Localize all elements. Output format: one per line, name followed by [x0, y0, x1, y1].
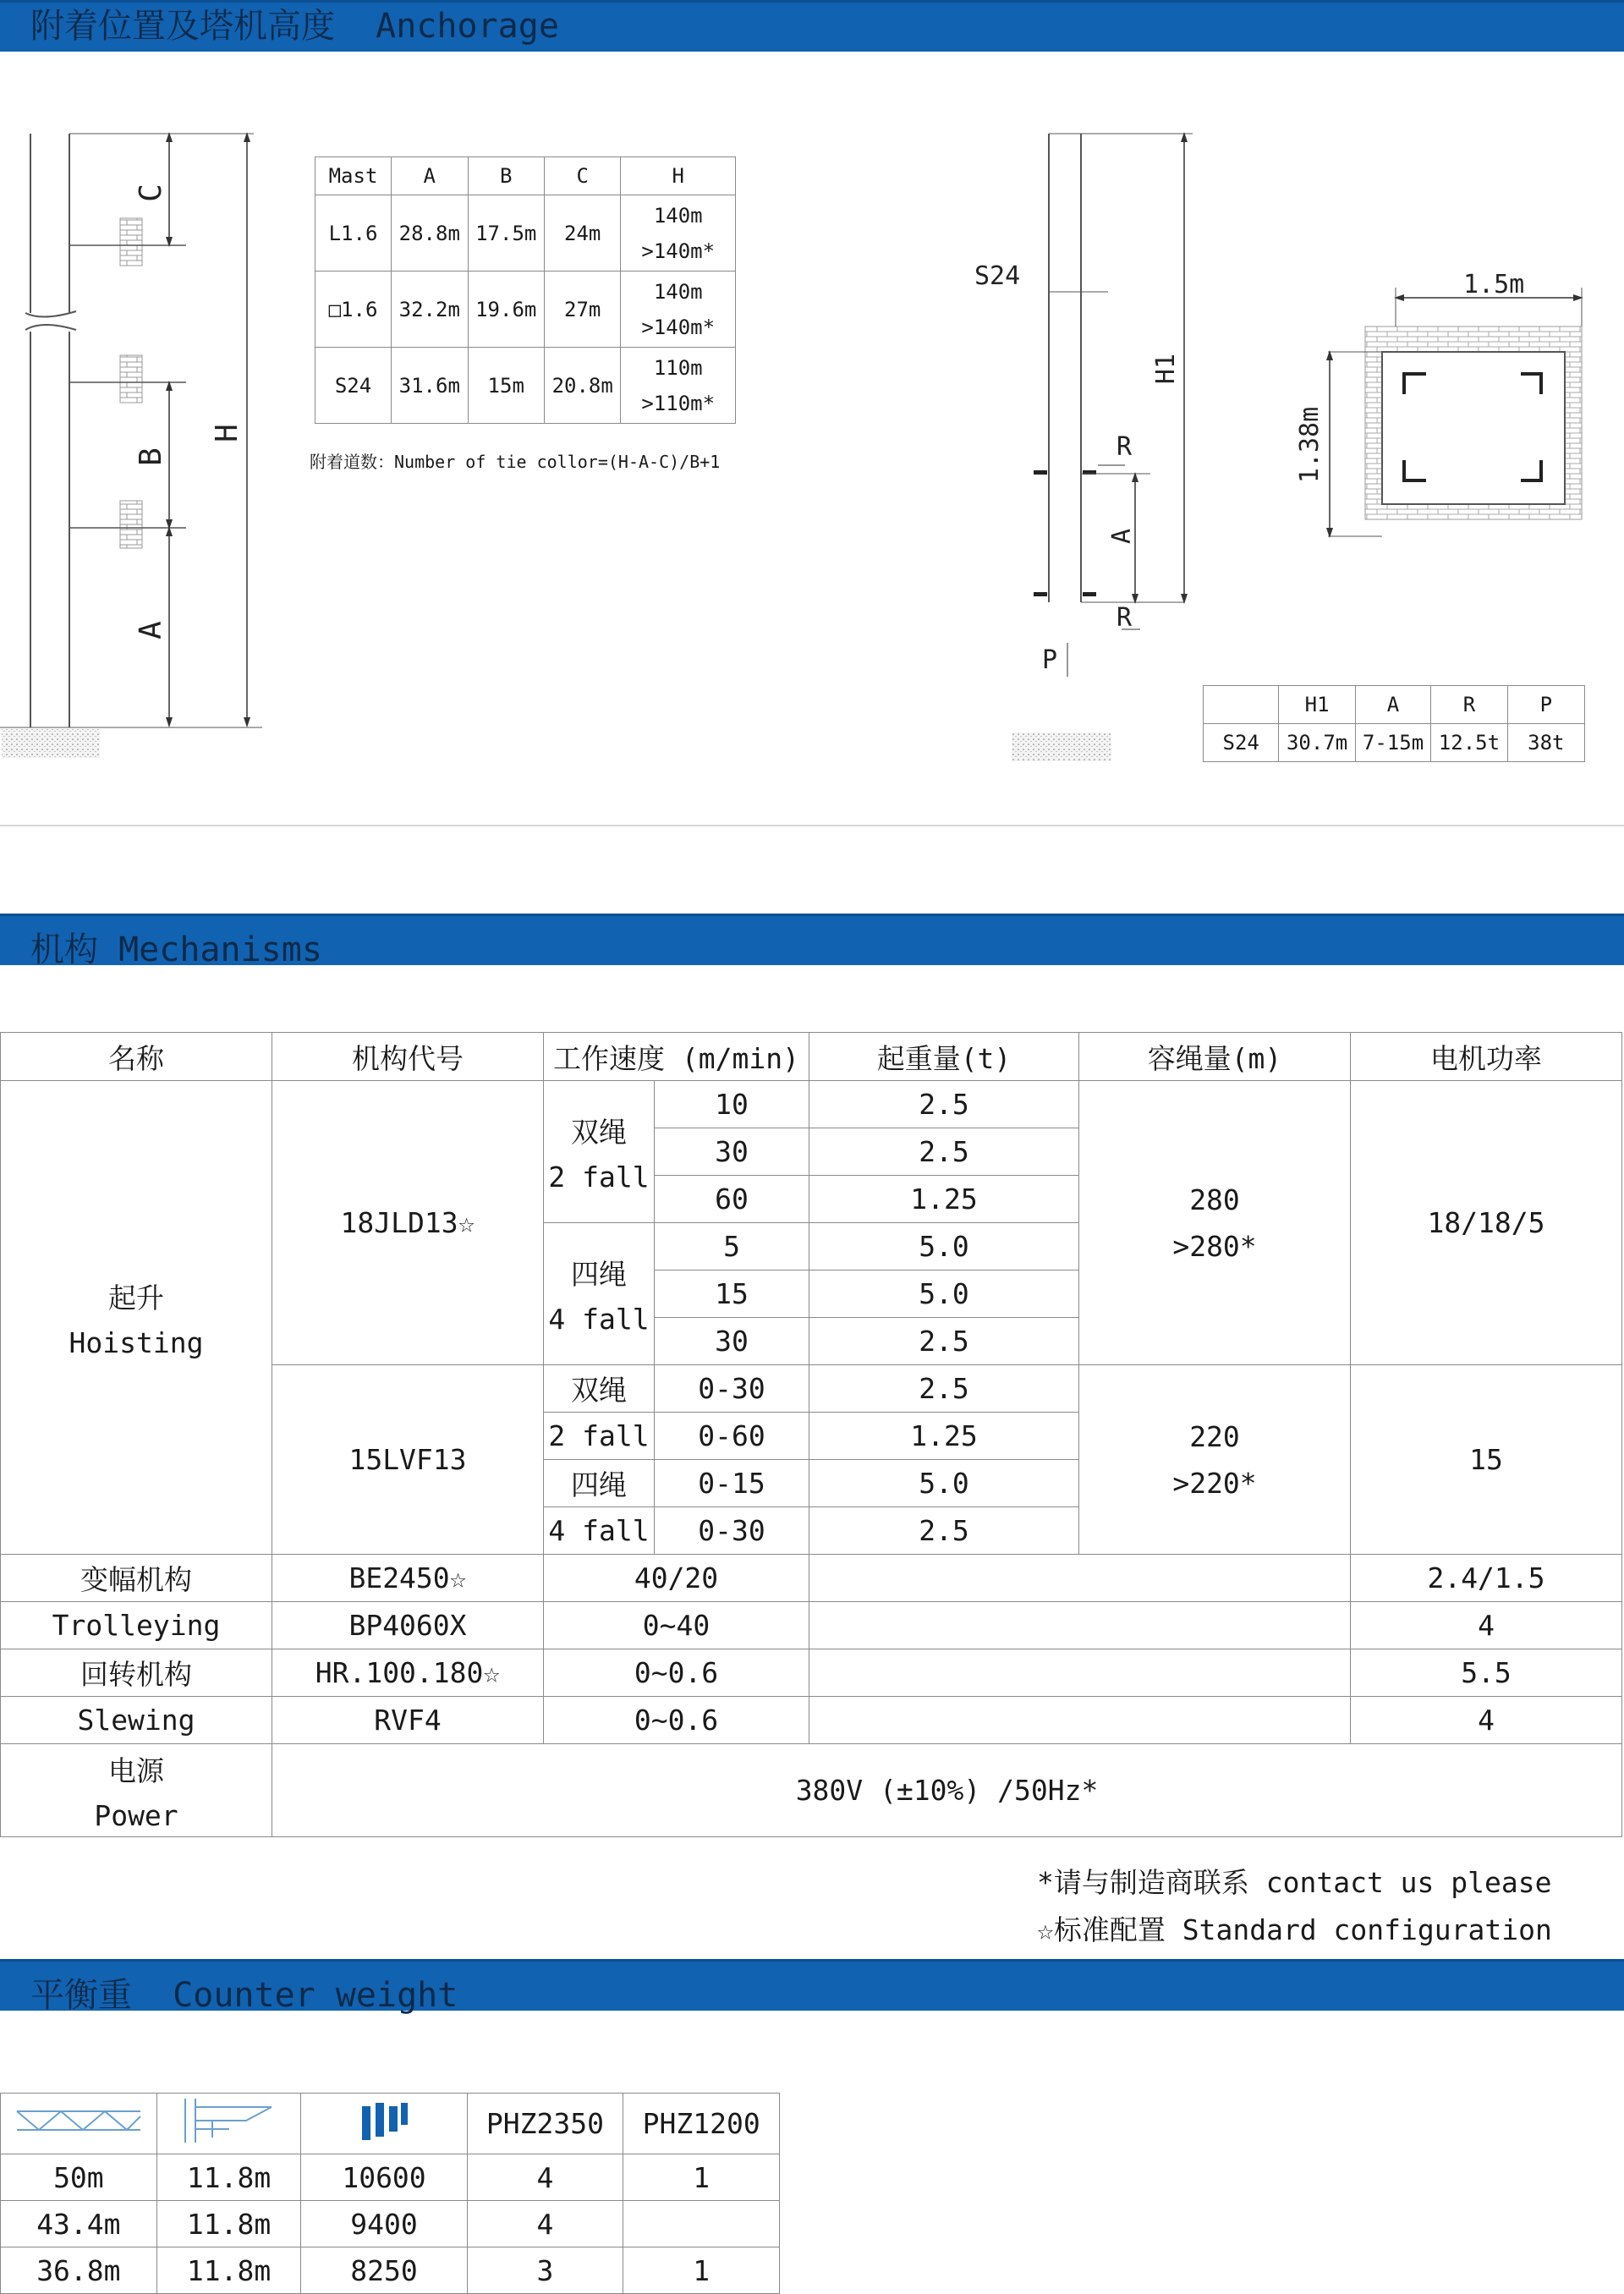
power-name-cell [1, 1744, 272, 1837]
fall-en: 4 fall [548, 1302, 650, 1336]
header-cell: A [1355, 686, 1430, 724]
counterweight-table [0, 2093, 780, 2294]
speed-cell: 40/20 [544, 1555, 809, 1602]
section-header-anchorage [0, 0, 1624, 52]
header-cell: R [1431, 686, 1507, 724]
cell-h-value: 140m [653, 203, 703, 228]
speed-cell: 0~0.6 [544, 1697, 809, 1744]
table-row [1, 1744, 1622, 1837]
table-row [1, 1081, 1622, 1128]
table-row [1, 2247, 780, 2294]
note-contact: *请与制造商联系 contact us please [1037, 1866, 1552, 1899]
cell-c: 27m [544, 272, 620, 348]
table-cell: 7-15m [1355, 724, 1430, 762]
code-cell: RVF4 [272, 1697, 544, 1744]
speed-cell: 30 [655, 1318, 809, 1365]
table-cell: 9400 [301, 2201, 467, 2247]
load-cell: 1.25 [809, 1176, 1079, 1223]
dim-b-label: B [134, 447, 168, 466]
fall-cn: 双绳 [571, 1115, 627, 1149]
cell-b: 15m [468, 348, 544, 424]
mast-s24-label: S24 [974, 261, 1021, 291]
cell-h-value-extended: >140m* [641, 315, 716, 339]
tie-collar-note: 附着道数：Number of tie collor=(H-A-C)/B+1 [310, 452, 721, 472]
load-cell: 5.0 [809, 1270, 1079, 1318]
table-header-row [1, 2094, 780, 2154]
dim-r-bottom-label: R [1116, 603, 1133, 633]
table-header-row [315, 157, 736, 195]
header-cell: PHZ1200 [623, 2094, 780, 2154]
anchorage-left-diagram [0, 118, 288, 770]
power-cell: 4 [1351, 1602, 1622, 1649]
table-cell: 36.8m [1, 2247, 157, 2294]
header-cell: A [392, 157, 468, 195]
table-cell: 4 [467, 2154, 623, 2201]
code-cell: BE2450☆ [272, 1555, 544, 1602]
jib-length-icon [1, 2094, 157, 2154]
power-cell: 5.5 [1351, 1649, 1622, 1697]
header-cell: 容绳量(m) [1079, 1033, 1351, 1081]
table-row [315, 348, 736, 424]
fall-cell: 2 fall [544, 1413, 655, 1460]
cell-h-value-extended: >140m* [641, 239, 716, 263]
dim-c-label: C [134, 184, 168, 202]
table-cell: 4 [467, 2201, 623, 2247]
speed-cell: 0-60 [655, 1413, 809, 1460]
empty-cell [809, 1697, 1351, 1744]
power-cell: 15 [1351, 1365, 1622, 1555]
table-row [315, 195, 736, 272]
table-cell: S24 [1204, 724, 1279, 762]
load-cell: 5.0 [809, 1460, 1079, 1507]
table-cell: 10600 [301, 2154, 467, 2201]
rope-cell [1079, 1365, 1351, 1555]
table-row [1, 1555, 1622, 1602]
name-en: Power [94, 1798, 178, 1832]
foundation-width-label: 1.5m [1463, 270, 1525, 299]
name-en-cell: Slewing [1, 1697, 272, 1744]
load-cell: 1.25 [809, 1413, 1079, 1460]
cell-mast: S24 [315, 348, 392, 424]
code-cell: BP4060X [272, 1602, 544, 1649]
dim-r-top-label: R [1116, 432, 1133, 462]
fall-en: 2 fall [548, 1160, 650, 1194]
cell-c: 24m [544, 195, 620, 272]
dim-p-label: P [1042, 645, 1058, 675]
power-cell: 18/18/5 [1351, 1081, 1622, 1365]
load-cell: 2.5 [809, 1081, 1079, 1128]
code-cell: HR.100.180☆ [272, 1649, 544, 1697]
header-cell: PHZ2350 [467, 2094, 623, 2154]
speed-cell: 0-15 [655, 1460, 809, 1507]
speed-cell: 10 [655, 1081, 809, 1128]
empty-cell [809, 1649, 1351, 1697]
s24-table [1203, 685, 1585, 762]
code-cell: 15LVF13 [272, 1365, 544, 1555]
speed-cell: 0-30 [655, 1365, 809, 1413]
section-title: 附着位置及塔机高度 Anchorage [30, 7, 559, 46]
counter-jib-icon [156, 2094, 301, 2154]
cell-mast: L1.6 [315, 195, 392, 272]
table-cell [623, 2201, 780, 2247]
section-title: 机构 Mechanisms [30, 930, 322, 969]
load-cell: 2.5 [809, 1365, 1079, 1413]
section-header-mechanisms [0, 914, 1624, 969]
dim-h-label: H [210, 424, 244, 442]
speed-cell: 60 [655, 1176, 809, 1223]
table-cell: 8250 [301, 2247, 467, 2294]
rope-cell [1079, 1081, 1351, 1365]
fall-cn: 四绳 [571, 1257, 627, 1291]
cell-a: 31.6m [392, 348, 468, 424]
rope-value-extended: >220* [1172, 1466, 1257, 1500]
name-cn-cell: 回转机构 [1, 1649, 272, 1697]
table-cell: 1 [623, 2154, 780, 2201]
speed-cell: 0~40 [544, 1602, 809, 1649]
header-cell: B [468, 157, 544, 195]
cell-b: 17.5m [468, 195, 544, 272]
load-cell: 2.5 [809, 1318, 1079, 1365]
table-cell: 11.8m [156, 2201, 301, 2247]
table-cell: 3 [467, 2247, 623, 2294]
cell-a: 32.2m [392, 272, 468, 348]
speed-cell: 30 [655, 1128, 809, 1176]
table-cell: 30.7m [1279, 724, 1355, 762]
mechanisms-table [0, 1032, 1622, 1837]
name-en-cell: Trolleying [1, 1602, 272, 1649]
foundation-height-label: 1.38m [1295, 406, 1325, 484]
table-header-row [1, 1033, 1622, 1081]
cell-h [621, 272, 736, 348]
load-cell: 2.5 [809, 1507, 1079, 1555]
power-supply-cell: 380V (±10%) /50Hz* [272, 1744, 1622, 1837]
counterweight-mass-icon [301, 2094, 467, 2154]
name-cn-cell: 变幅机构 [1, 1555, 272, 1602]
speed-cell: 5 [655, 1223, 809, 1270]
section-title: 平衡重 Counter weight [30, 1976, 458, 2015]
dim-a-label: A [134, 621, 168, 639]
table-row [315, 272, 736, 348]
header-cell: 起重量(t) [809, 1033, 1079, 1081]
table-cell: 43.4m [1, 2201, 157, 2247]
name-en: Hoisting [69, 1325, 204, 1359]
table-row [1204, 724, 1585, 762]
table-cell: 50m [1, 2154, 157, 2201]
fall-cell: 4 fall [544, 1507, 655, 1555]
cell-h [621, 348, 736, 424]
anchorage-right-diagram [956, 118, 1624, 770]
anchorage-table [315, 156, 736, 424]
table-row [1, 2201, 780, 2247]
fall-cell [544, 1081, 655, 1223]
header-cell: C [544, 157, 620, 195]
table-cell: 11.8m [156, 2247, 301, 2294]
table-cell: 12.5t [1431, 724, 1507, 762]
fall-cell [544, 1223, 655, 1365]
section-header-counterweight [0, 1959, 1624, 2015]
dim-a-label: A [1107, 528, 1137, 545]
header-cell: 名称 [1, 1033, 272, 1081]
cell-h-value: 140m [653, 279, 703, 304]
speed-cell: 15 [655, 1270, 809, 1318]
empty-cell [809, 1555, 1351, 1602]
header-cell: P [1507, 686, 1584, 724]
power-cell: 2.4/1.5 [1351, 1555, 1622, 1602]
divider [0, 825, 1624, 826]
header-cell: 电机功率 [1351, 1033, 1622, 1081]
table-row [1, 1697, 1622, 1744]
rope-value-extended: >280* [1172, 1229, 1257, 1263]
load-cell: 2.5 [809, 1128, 1079, 1176]
header-cell: 工作速度 (m/min) [544, 1033, 809, 1081]
speed-cell: 0~0.6 [544, 1649, 809, 1697]
table-cell: 1 [623, 2247, 780, 2294]
empty-cell [809, 1602, 1351, 1649]
fall-cell: 双绳 [544, 1365, 655, 1413]
name-cn: 电源 [108, 1753, 164, 1787]
table-header-row [1204, 686, 1585, 724]
rope-value: 220 [1189, 1419, 1240, 1453]
power-cell: 4 [1351, 1697, 1622, 1744]
table-cell: 38t [1507, 724, 1584, 762]
fall-cell: 四绳 [544, 1460, 655, 1507]
table-row [1, 1602, 1622, 1649]
code-cell: 18JLD13☆ [272, 1081, 544, 1365]
hoisting-name-cell [1, 1081, 272, 1555]
header-cell: Mast [315, 157, 392, 195]
name-cn: 起升 [108, 1281, 164, 1314]
header-cell: H1 [1279, 686, 1355, 724]
cell-h-value-extended: >110m* [641, 391, 716, 415]
header-cell: 机构代号 [272, 1033, 544, 1081]
note-standard: ☆标准配置 Standard configuration [1037, 1913, 1552, 1946]
cell-mast: □1.6 [315, 272, 392, 348]
table-row [1, 1649, 1622, 1697]
cell-a: 28.8m [392, 195, 468, 272]
table-cell: 11.8m [156, 2154, 301, 2201]
cell-h [621, 195, 736, 272]
dim-h1-label: H1 [1151, 353, 1181, 385]
speed-cell: 0-30 [655, 1507, 809, 1555]
rope-value: 280 [1189, 1183, 1240, 1216]
table-row [1, 2154, 780, 2201]
load-cell: 5.0 [809, 1223, 1079, 1270]
cell-h-value: 110m [653, 355, 703, 380]
header-cell: H [621, 157, 736, 195]
header-cell [1204, 686, 1279, 724]
cell-c: 20.8m [544, 348, 620, 424]
cell-b: 19.6m [468, 272, 544, 348]
